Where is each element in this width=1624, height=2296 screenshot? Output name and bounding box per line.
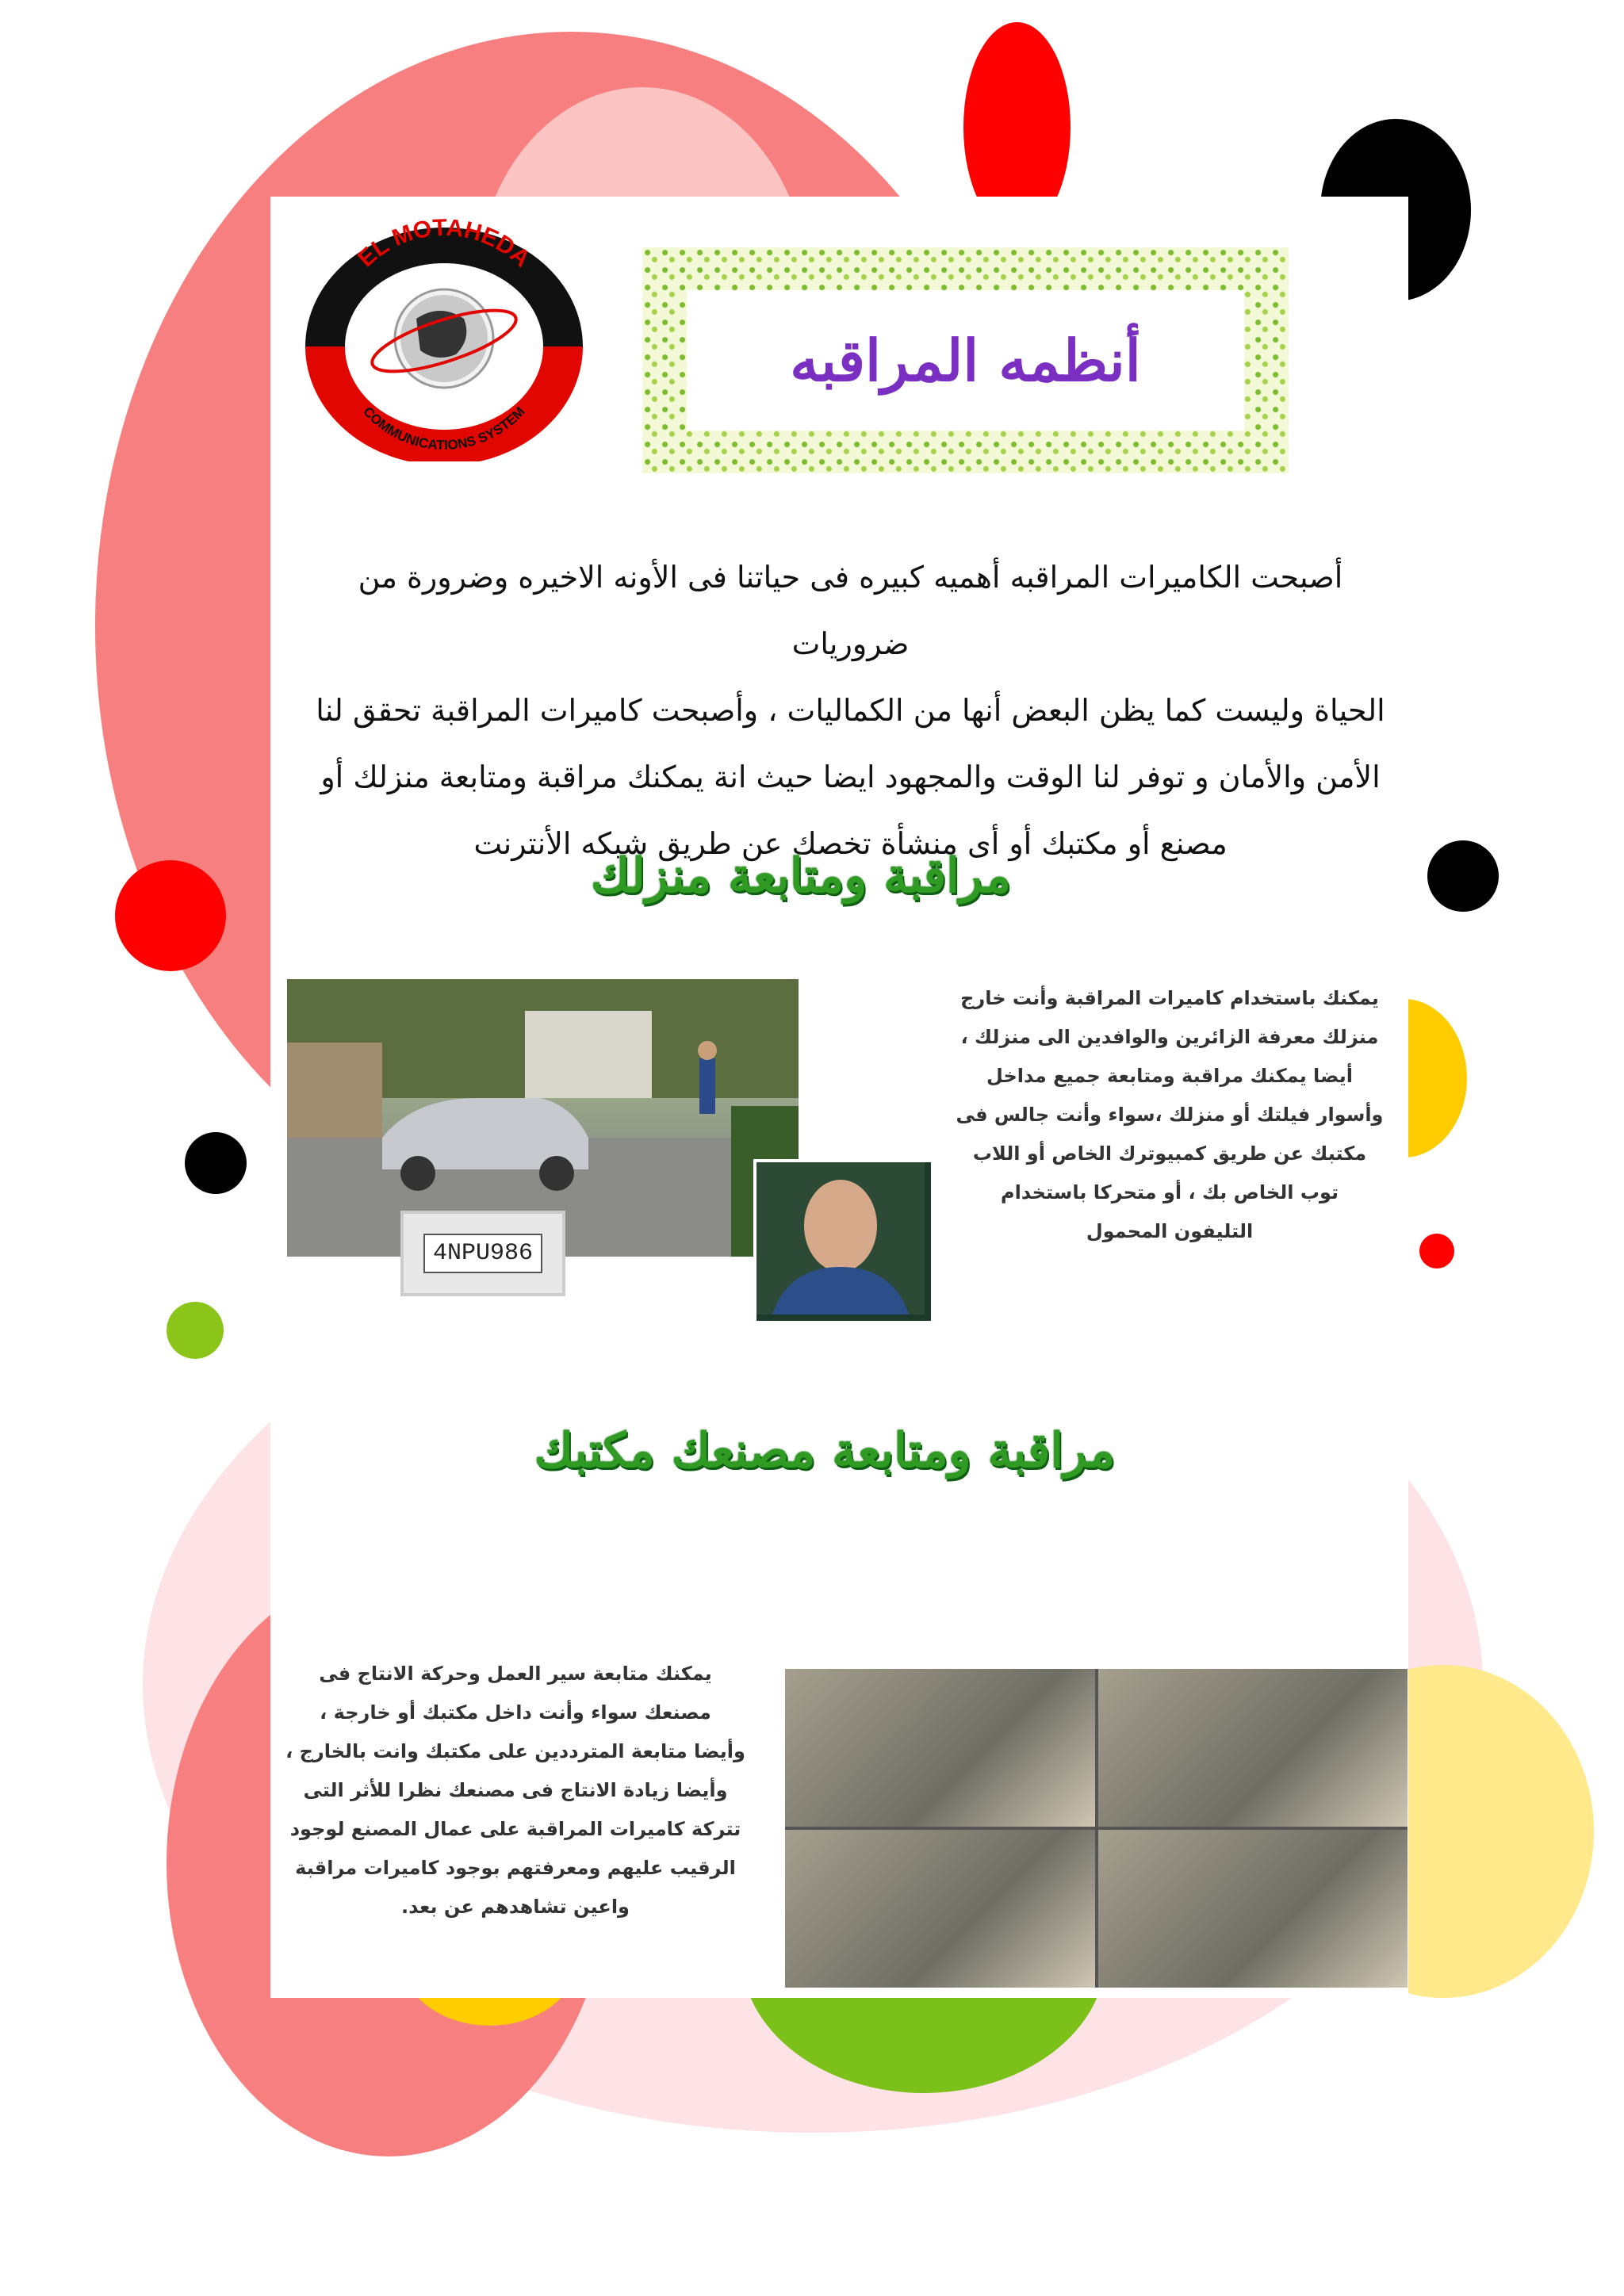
- office-section-heading: مراقبة ومتابعة مصنعك مكتبك: [534, 1423, 1116, 1479]
- intro-line: مصنع أو مكتبك أو أى منشأة تخصك عن طريق شبكه الأنترنت: [473, 826, 1228, 861]
- deco-black-dot-right: [1427, 840, 1499, 912]
- cctv-camera-grid-photo: [785, 1669, 1408, 1988]
- face-illustration: [756, 1162, 925, 1314]
- home-text-line: منزلك معرفة الزائرين والوافدين الى منزلك ،: [960, 1026, 1379, 1048]
- office-text-line: يمكنك متابعة سير العمل وحركة الانتاج فى: [319, 1663, 712, 1685]
- logo-top-text: EL MOTAHEDA: [353, 214, 535, 273]
- office-section-text: [285, 1655, 745, 1927]
- deco-red-dot-right: [1419, 1234, 1454, 1269]
- home-text-line: مكتبك عن طريق كمبيوترك الخاص أو اللاب: [972, 1142, 1367, 1165]
- cctv-feed: [785, 1830, 1095, 1988]
- title-inner: [687, 290, 1244, 430]
- company-logo: [289, 208, 597, 461]
- intro-line: الحياة وليست كما يظن البعض أنها من الكماليات ، وأصبحت كاميرات المراقبة تحقق لنا: [316, 693, 1385, 728]
- intro-paragraph: [313, 544, 1388, 877]
- cctv-feed: [785, 1669, 1095, 1827]
- logo-bottom-text: COMMUNICATIONS SYSTEM: [360, 404, 528, 453]
- page-title: أنظمه المراقبه: [790, 327, 1141, 394]
- home-text-line: التليفون المحمول: [1086, 1220, 1254, 1242]
- logo-graphic: [289, 208, 597, 461]
- office-text-line: وأيضا متابعة المترددين على مكتبك وانت بالخارج ،: [285, 1740, 745, 1762]
- office-text-line: الرقيب عليهم ومعرفتهم بوجود كاميرات مراقبة: [295, 1857, 736, 1879]
- home-text-line: يمكنك باستخدام كاميرات المراقبة وأنت خارج: [960, 987, 1379, 1009]
- intro-line: الأمن والأمان و توفر لنا الوقت والمجهود ايضا حيث انة يمكنك مراقبة ومتابعة منزلك أو: [320, 760, 1381, 794]
- intro-line: أصبحت الكاميرات المراقبه أهميه كبيره فى حياتنا فى الأونه الاخيره وضرورة من ضروريات: [358, 560, 1343, 661]
- office-text-line: واعين تشاهدهم عن بعد.: [401, 1896, 630, 1918]
- office-text-line: تتركة كاميرات المراقبة على عمال المصنع لوجود: [289, 1818, 741, 1840]
- face-photo: [753, 1159, 934, 1324]
- license-plate-text: 4NPU986: [423, 1234, 542, 1273]
- cctv-feed: [1098, 1830, 1408, 1988]
- office-text-line: مصنعك سواء وأنت داخل مكتبك أو خارجة ،: [320, 1701, 711, 1724]
- home-text-line: أيضا يمكنك مراقبة ومتابعة جميع مداخل: [986, 1065, 1353, 1087]
- office-text-line: وأيضا زيادة الانتاج فى مصنعك نظرا للأثر التى: [303, 1779, 728, 1801]
- license-plate-photo: [400, 1211, 565, 1296]
- home-section-text: [948, 979, 1392, 1251]
- deco-black-dot-left: [185, 1132, 247, 1194]
- home-text-line: وأسوار فيلتك أو منزلك ،سواء وأنت جالس فى: [956, 1104, 1384, 1126]
- deco-green-dot-left: [167, 1302, 224, 1359]
- cctv-feed: [1098, 1669, 1408, 1827]
- deco-red-circle-left: [115, 860, 226, 971]
- home-text-line: توب الخاص بك ، أو متحركا باستخدام: [1000, 1181, 1339, 1203]
- title-frame: [642, 247, 1289, 473]
- home-section-heading: مراقبة ومتابعة منزلك: [590, 848, 1012, 904]
